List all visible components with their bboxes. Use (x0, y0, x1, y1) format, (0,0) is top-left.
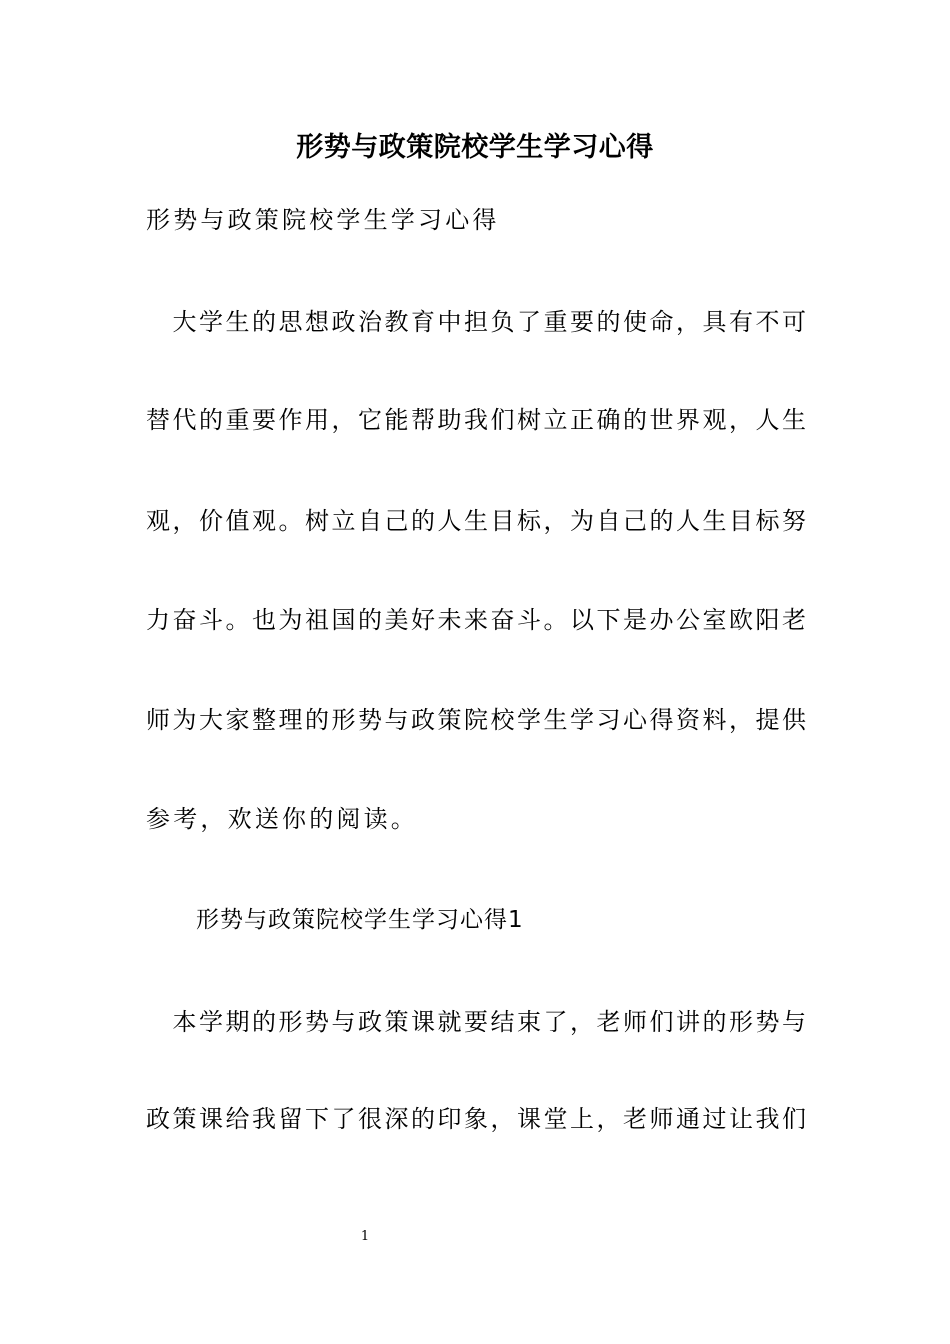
paragraph-line: 本学期的形势与政策课就要结束了，老师们讲的形势与 (146, 1008, 806, 1036)
section-heading: 形势与政策院校学生学习心得1 (196, 907, 524, 933)
paragraph-line: 师为大家整理的形势与政策院校学生学习心得资料，提供 (146, 706, 806, 734)
paragraph-line: 参考，欢送你的阅读。 (146, 805, 418, 833)
paragraph-line: 替代的重要作用，它能帮助我们树立正确的世界观，人生 (146, 406, 806, 434)
paragraph-line: 政策课给我留下了很深的印象，课堂上，老师通过让我们 (146, 1105, 806, 1133)
document-subtitle: 形势与政策院校学生学习心得 (146, 206, 500, 234)
paragraph-line: 大学生的思想政治教育中担负了重要的使命，具有不可 (146, 308, 806, 336)
paragraph-line: 观，价值观。树立自己的人生目标，为自己的人生目标努 (146, 507, 806, 535)
document-title: 形势与政策院校学生学习心得 (296, 132, 654, 163)
page-number: 1 (360, 1229, 370, 1244)
paragraph-line: 力奋斗。也为祖国的美好未来奋斗。以下是办公室欧阳老 (146, 606, 806, 634)
